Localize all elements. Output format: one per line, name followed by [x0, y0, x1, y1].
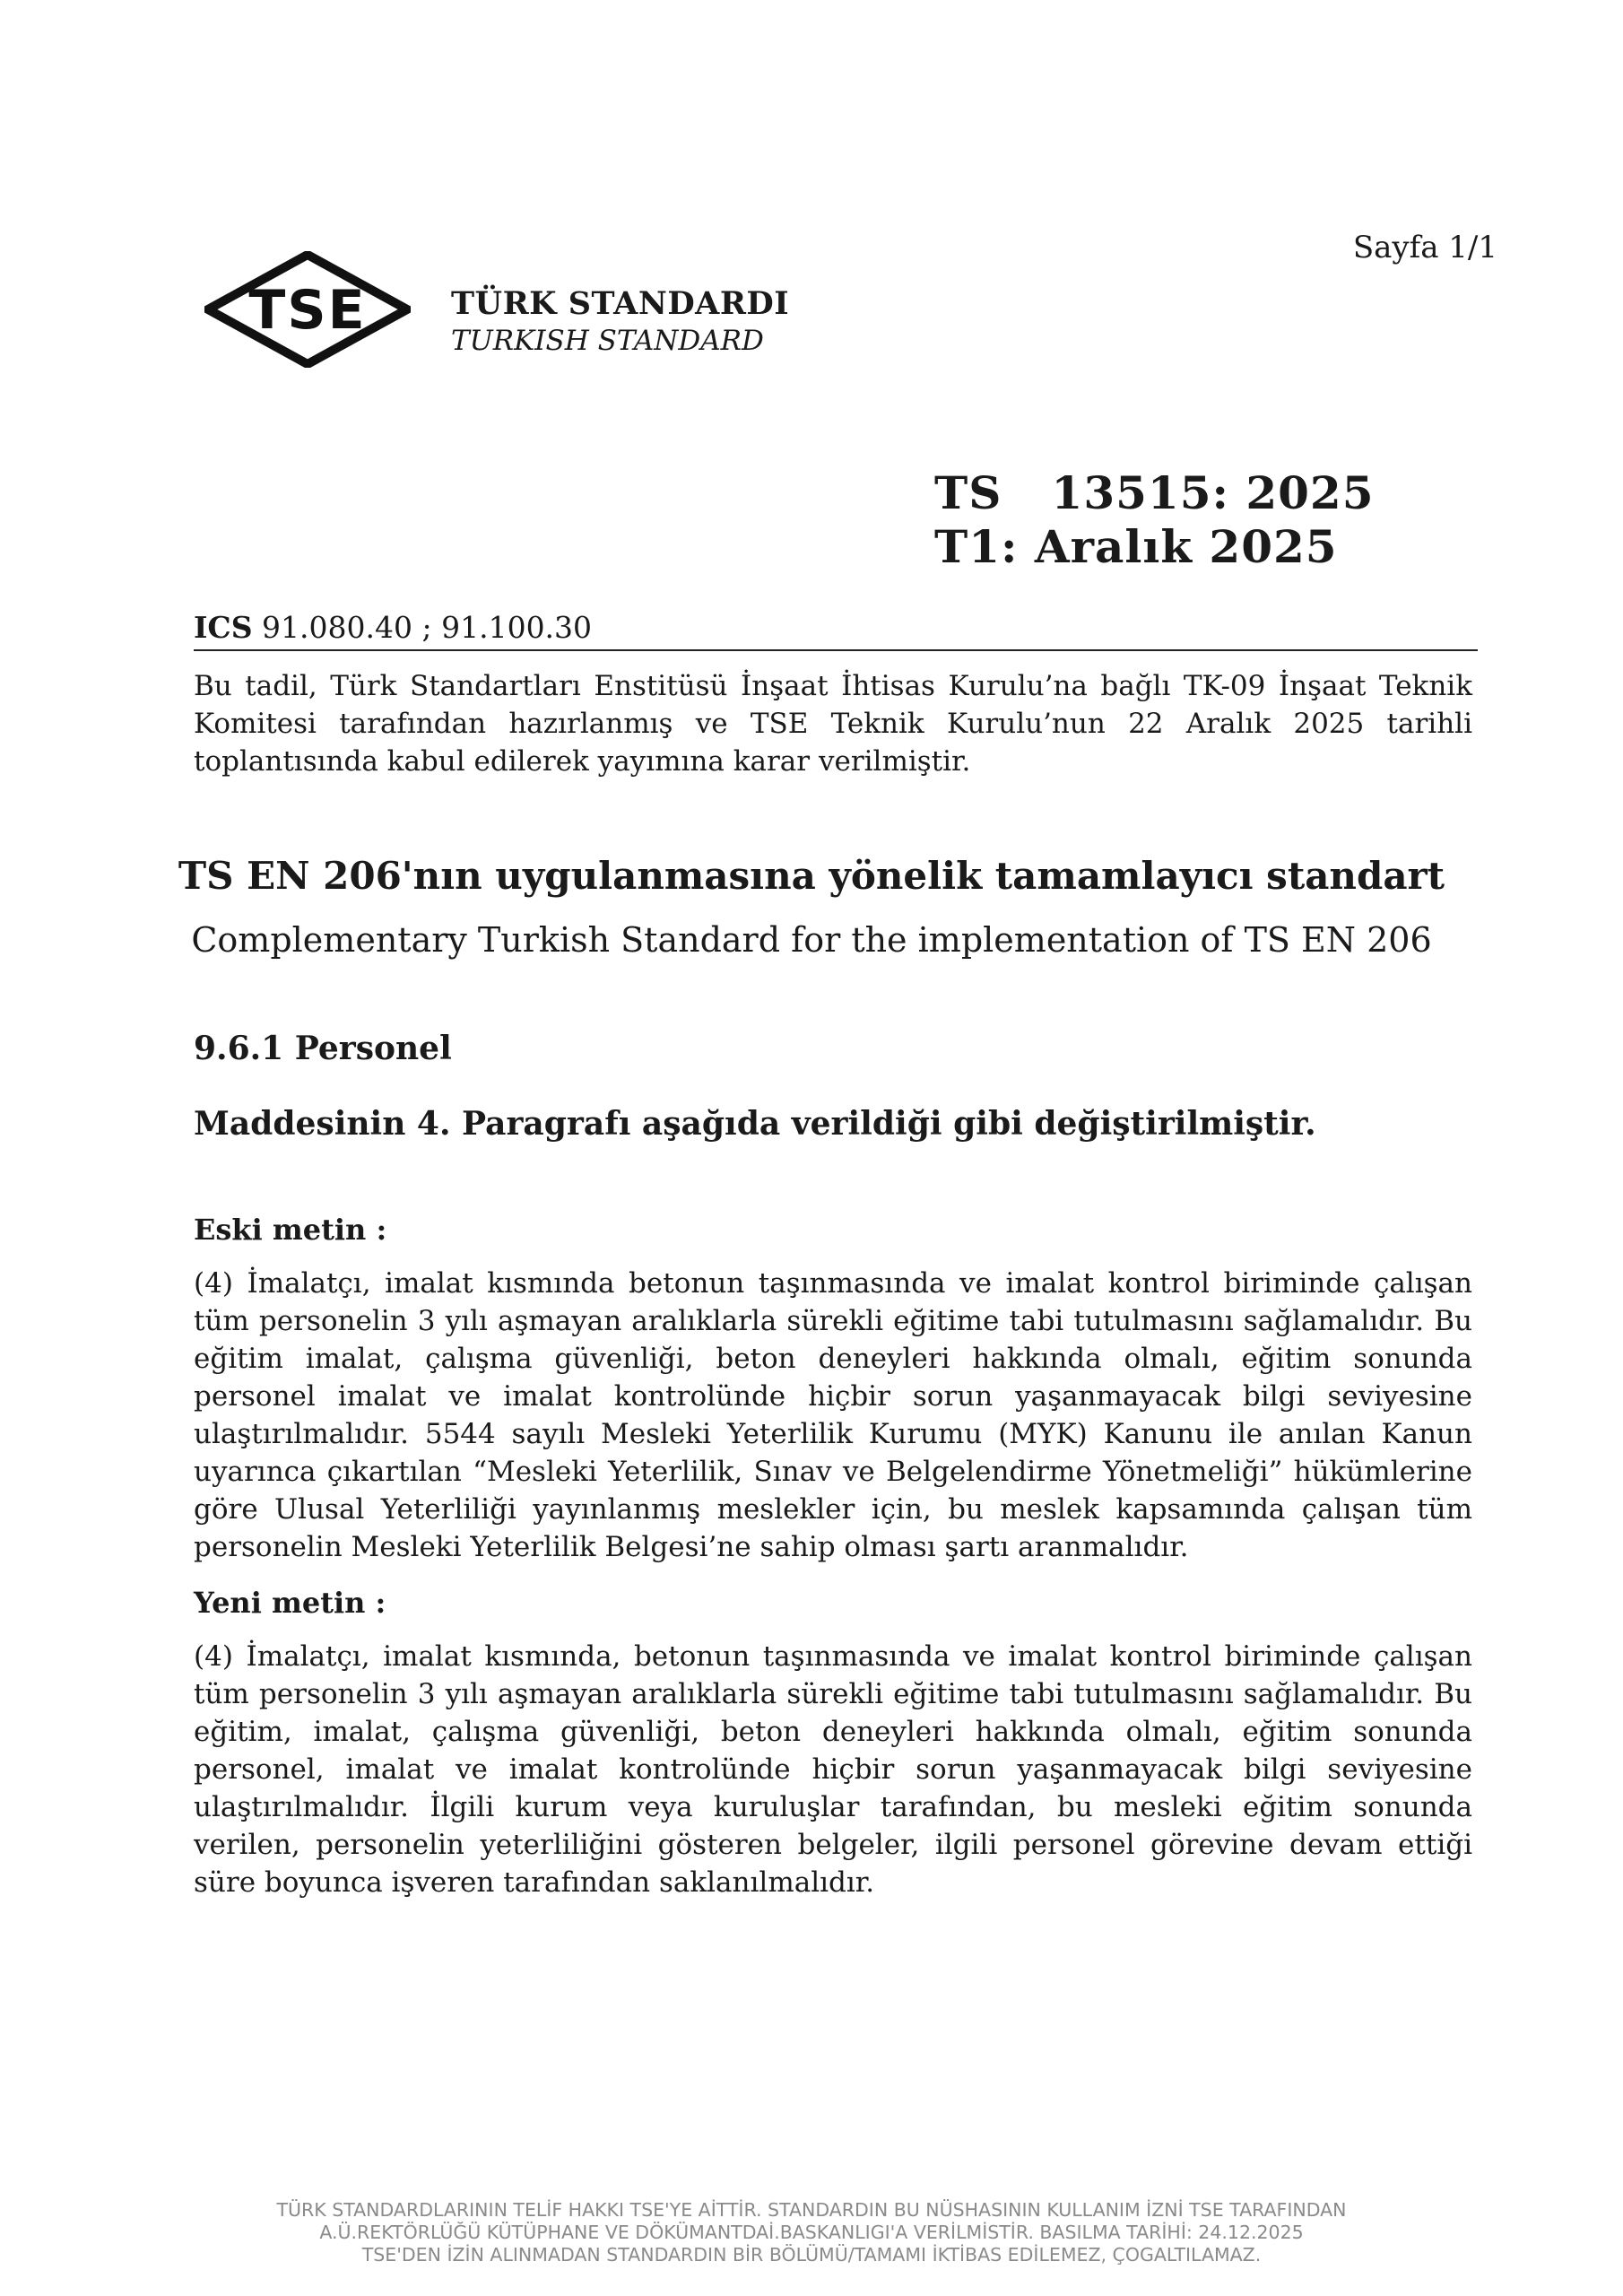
- page-number: Sayfa 1/1: [1352, 230, 1497, 265]
- old-text-body: (4) İmalatçı, imalat kısmında betonun taşınmasında ve imalat kontrol biriminde çalışan tüm personelin 3 yılı aşmayan aralıklarla sürekli eğitime tabi tutulmasını sağlamalıdır. Bu eğitim imalat, çalışma güvenliği, beton deneyleri hakkında olmalı, eğitim sonunda personel imalat ve imalat kontrolünde hiçbir sorun yaşanmayacak bilgi seviyesine ulaştırılmalıdır. 5544 sayılı Mesleki Yeterlilik Kurumu (MYK) Kanunu ile anılan Kanun uyarınca çıkartılan “Mesleki Yeterlilik, Sınav ve Belgelendirme Yönetmeliği” hükümlerine göre Ulusal Yeterliliği yayınlanmış meslekler için, bu meslek kapsamında çalışan tüm personelin Mesleki Yeterlilik Belgesi’ne sahip olması şartı aranmalıdır.: [194, 1267, 1472, 1563]
- ics-values: 91.080.40 ; 91.100.30: [262, 610, 593, 645]
- clause-heading: 9.6.1 Personel: [194, 1030, 452, 1067]
- standard-number: TS 13515: 2025: [934, 466, 1375, 519]
- document-title-english: Complementary Turkish Standard for the implementation of TS EN 206: [191, 920, 1432, 960]
- amendment-note: Maddesinin 4. Paragrafı aşağıda verildiği gibi değiştirilmiştir.: [194, 1105, 1316, 1143]
- ics-label: ICS: [194, 610, 253, 645]
- footer-line: TÜRK STANDARDLARININ TELİF HAKKI TSE'YE AİTTİR. STANDARDIN BU NÜSHASININ KULLANIM İZNİ TSE TARAFINDAN: [276, 2199, 1347, 2221]
- tse-logo: [204, 251, 411, 368]
- svg-text:TSE: TSE: [248, 279, 367, 342]
- ics-codes: [194, 610, 592, 645]
- amendment-number: T1: Aralık 2025: [934, 520, 1338, 573]
- document-title: TS EN 206'nın uygulanmasına yönelik tamamlayıcı standart: [178, 854, 1445, 898]
- footer-line: A.Ü.REKTÖRLÜĞÜ KÜTÜPHANE VE DÖKÜMANTDAİ.BASKANLIGI'A VERİLMİSTİR. BASILMA TARİHİ: 24.12.2025: [319, 2222, 1304, 2243]
- new-text-label: Yeni metin :: [194, 1586, 386, 1620]
- footer-line: TSE'DEN İZİN ALINMADAN STANDARDIN BİR BÖLÜMÜ/TAMAMI İKTİBAS EDİLEMEZ, ÇOGALTILAMAZ.: [361, 2244, 1262, 2266]
- org-name-english: TURKISH STANDARD: [451, 325, 764, 357]
- intro-paragraph: Bu tadil, Türk Standartları Enstitüsü İnşaat İhtisas Kurulu’na bağlı TK-09 İnşaat Teknik Komitesi tarafından hazırlanmış ve TSE Teknik Kurulu’nun 22 Aralık 2025 tarihli toplantısında kabul edilerek yayımına karar verilmiştir.: [194, 670, 1472, 778]
- new-text-body: (4) İmalatçı, imalat kısmında, betonun taşınmasında ve imalat kontrol biriminde çalışan tüm personelin 3 yılı aşmayan aralıklarla sürekli eğitime tabi tutulmasını sağlamalıdır. Bu eğitim, imalat, çalışma güvenliği, beton deneyleri hakkında olmalı, eğitim sonunda personel, imalat ve imalat kontrolünde hiçbir sorun yaşanmayacak bilgi seviyesine ulaştırılmalıdır. İlgili kurum veya kuruluşlar tarafından, bu mesleki eğitim sonunda verilen, personelin yeterliliğini gösteren belgeler, ilgili personel görevine devam ettiği süre boyunca işveren tarafından saklanılmalıdır.: [194, 1640, 1472, 1899]
- org-name: TÜRK STANDARDI: [451, 285, 790, 322]
- copyright-footer: [0, 2199, 1623, 2266]
- header-divider: [194, 649, 1478, 651]
- old-text-label: Eski metin :: [194, 1213, 387, 1247]
